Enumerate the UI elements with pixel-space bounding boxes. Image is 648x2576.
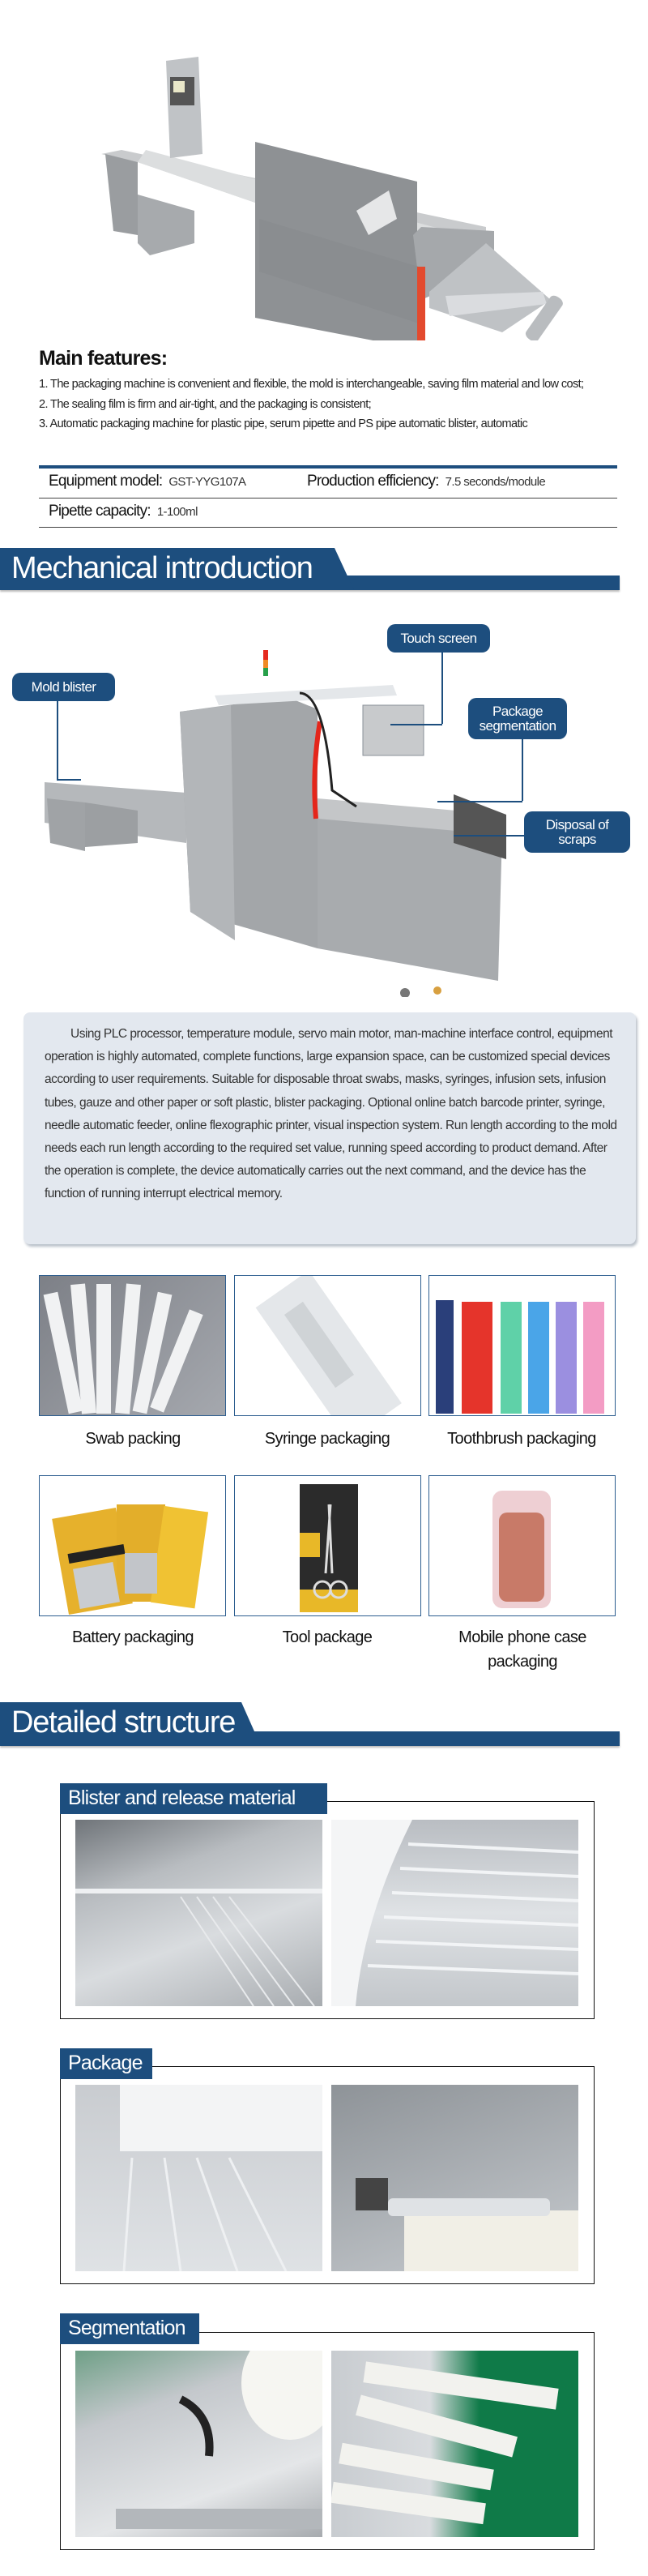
spec-label: Equipment model: [49,473,163,490]
application-label: Toothbrush packaging [447,1430,596,1448]
blister-photo-left [75,1820,322,2006]
detailed-structure-banner [0,1702,624,1746]
callout-line [437,801,522,802]
spec-production-efficiency [307,473,545,490]
detail-section-label: Blister and release material [60,1783,327,1814]
segmentation-photo-left [75,2351,322,2537]
application-label: Swab packing [85,1430,181,1448]
spec-value: GST-YYG107A [168,475,246,489]
callout-package-segmentation: Package segmentation [468,698,567,739]
callout-touch-screen: Touch screen [387,624,490,653]
callout-line [522,739,523,801]
detail-section-label: Segmentation [60,2313,199,2344]
machine-diagram-image [0,600,648,997]
feature-item: 2. The sealing film is firm and air-tight, and the packaging is consistent; [39,397,372,411]
spec-value: 1-100ml [156,505,198,519]
callout-mold-blister: Mold blister [12,673,115,701]
syringe-packaging-image [234,1275,421,1416]
feature-item: 1. The packaging machine is convenient and flexible, the mold is interchangeable, saving film material and low cost; [39,378,584,391]
machine-description: Using PLC processor, temperature module, servo main motor, man-machine interface control, equipment operation is highly automated, complete functions, large expansion space, can be customized special devices according to user requirements. Suitable for disposable throat swabs, masks, syringes, infusion sets, infusion tubes, gauze and other paper or soft plastic, blister packaging. Optional online batch barcode printer, syringe, needle automatic feeder, online flexographic printer, visual inspection system. Run length according to the mold needs each run length according to the required set value, running speed according to product demand. After the operation is complete, the device automatically carries out the next command, and the device has the function of running interrupt electrical memory. [23,1012,636,1244]
spec-label: Production efficiency: [307,473,439,490]
callout-disposal-of-scraps: Disposal of scraps [524,811,630,853]
toothbrush-packaging-image [428,1275,616,1416]
blister-photo-right [331,1820,578,2006]
spec-value: 7.5 seconds/module [445,475,546,489]
application-label: Syringe packaging [264,1430,390,1448]
spec-label: Pipette capacity: [49,503,151,520]
callout-line [390,724,442,725]
tool-package-image [234,1475,421,1616]
application-label: Battery packaging [72,1628,194,1646]
callout-line [57,779,81,781]
swab-packing-image [39,1275,226,1416]
detail-section-label: Package [60,2048,152,2079]
segmentation-photo-right [331,2351,578,2537]
callout-line [57,701,58,779]
callout-line [454,835,524,837]
mobile-phone-case-packaging-image [428,1475,616,1616]
mechanical-banner [0,548,624,590]
hero-machine-image [0,0,648,340]
spec-equipment-model [49,473,245,490]
package-photo-right [331,2085,578,2271]
spec-divider [39,527,617,528]
application-label: Mobile phone case packaging [458,1628,586,1671]
spec-pipette-capacity [49,503,198,520]
section-title: Detailed structure [11,1705,236,1739]
battery-packaging-image [39,1475,226,1616]
feature-item: 3. Automatic packaging machine for plastic pipe, serum pipette and PS pipe automatic blister, automatic [39,417,528,430]
section-title: Mechanical introduction [11,551,313,585]
spec-table-top-bar [39,465,617,469]
features-list [39,374,622,434]
spec-divider [39,498,617,499]
application-label: Tool package [282,1628,373,1646]
package-photo-left [75,2085,322,2271]
callout-line [441,653,443,724]
features-heading: Main features: [39,347,168,370]
